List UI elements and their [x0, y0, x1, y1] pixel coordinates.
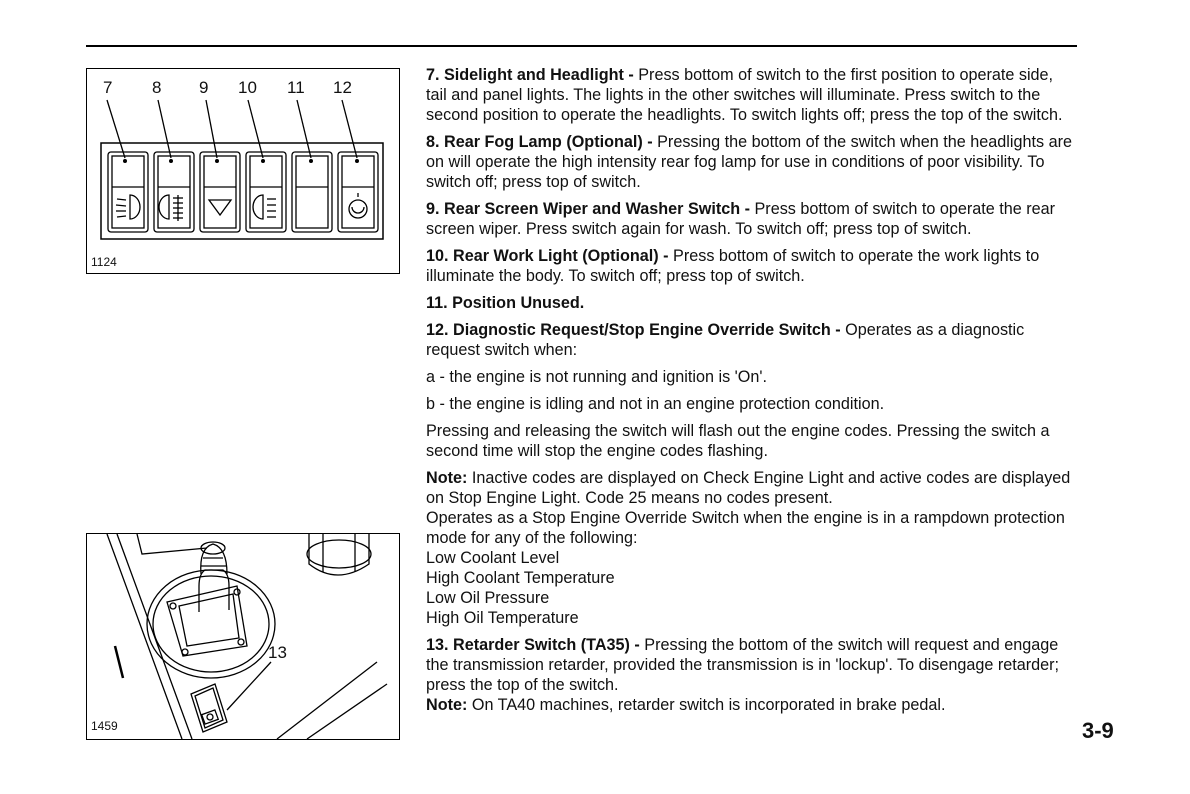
- item-7-title: 7. Sidelight and Headlight -: [426, 66, 634, 84]
- callout-11: 11: [287, 78, 305, 97]
- item-10-body: Press bottom of switch to operate the work lights to illuminate the body. To switch off; press top of switch.: [426, 247, 1040, 285]
- item-9-title: 9. Rear Screen Wiper and Washer Switch -: [426, 200, 751, 218]
- item-12-body: Operates as a diagnostic request switch when:: [426, 321, 1025, 359]
- callout-13: 13: [268, 643, 287, 662]
- note-1: [426, 468, 1078, 508]
- item-10-title: 10. Rear Work Light (Optional) -: [426, 247, 669, 265]
- condition-item: Low Coolant Level: [426, 549, 560, 567]
- callout-7: 7: [103, 78, 113, 97]
- page-number: 3-9: [1082, 718, 1114, 743]
- condition-item: High Coolant Temperature: [426, 569, 615, 587]
- figure-id: 1124: [91, 255, 117, 269]
- item-13-body: Pressing the bottom of the switch will request and engage the transmission retarder, provided the transmission is in 'lockup'. To disengage retarder; press the top of the switch.: [426, 636, 1060, 694]
- item-8-title: 8. Rear Fog Lamp (Optional) -: [426, 133, 653, 151]
- callout-12: 12: [333, 78, 352, 97]
- item-10: [426, 246, 1078, 286]
- item-13-title: 13. Retarder Switch (TA35) -: [426, 636, 640, 654]
- body-text: [426, 65, 1078, 715]
- retarder-switch-drawing: [87, 534, 399, 739]
- header-rule: [86, 45, 1077, 47]
- switch-panel-drawing: [87, 69, 399, 273]
- note-2: [426, 695, 1078, 715]
- item-9-body: Press bottom of switch to operate the rear screen wiper. Press switch again for wash. To switch off; press top of switch.: [426, 200, 1056, 238]
- item-11-title: 11. Position Unused.: [426, 294, 585, 312]
- item-12: [426, 320, 1078, 360]
- item-11: [426, 293, 1078, 313]
- item-12-condition-b: b - the engine is idling and not in an engine protection condition.: [426, 395, 885, 413]
- condition-item: Low Oil Pressure: [426, 589, 550, 607]
- override-text: Operates as a Stop Engine Override Switch when the engine is in a rampdown protection mode for any of the following:: [426, 509, 1065, 547]
- item-8-body: Pressing the bottom of the switch when the headlights are on will operate the high intensity rear fog lamp for use in conditions of poor visibility. To switch off; press top of switch.: [426, 133, 1072, 191]
- note-1-body: Inactive codes are displayed on Check Engine Light and active codes are displayed on Stop Engine Light. Code 25 means no codes present.: [426, 469, 1071, 507]
- callout-8: 8: [152, 78, 162, 97]
- item-12-flash-codes: Pressing and releasing the switch will flash out the engine codes. Pressing the switch a second time will stop the engine codes flashing.: [426, 422, 1050, 460]
- item-7: [426, 65, 1078, 125]
- callout-10: 10: [238, 78, 257, 97]
- note-2-label: Note:: [426, 696, 468, 714]
- item-9: [426, 199, 1078, 239]
- callout-9: 9: [199, 78, 209, 97]
- item-12-condition-a: a - the engine is not running and ignition is 'On'.: [426, 368, 767, 386]
- retarder-switch-figure: [86, 533, 400, 740]
- note-1-label: Note:: [426, 469, 468, 487]
- item-13: [426, 635, 1078, 695]
- item-12-title: 12. Diagnostic Request/Stop Engine Override Switch -: [426, 321, 841, 339]
- note-2-body: On TA40 machines, retarder switch is incorporated in brake pedal.: [467, 696, 946, 714]
- switch-panel-figure: [86, 68, 400, 274]
- item-8: [426, 132, 1078, 192]
- condition-item: High Oil Temperature: [426, 609, 579, 627]
- figure-id: 1459: [91, 719, 118, 733]
- condition-list: [426, 548, 1078, 628]
- item-7-body: Press bottom of switch to the first position to operate side, tail and panel lights. The lights in the other switches will illuminate. Press switch to the second position to operate the headlights. To switch lights off; press the top of the switch.: [426, 66, 1063, 124]
